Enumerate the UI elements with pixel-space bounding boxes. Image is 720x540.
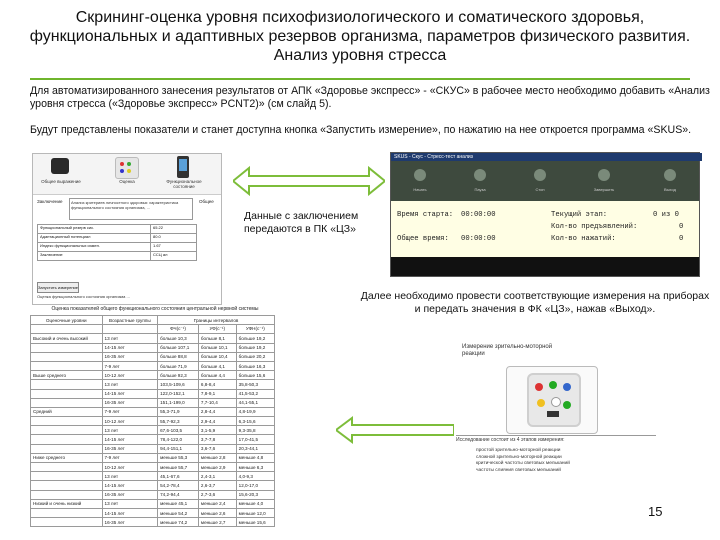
device-photo	[506, 366, 598, 434]
table-cell: Высокий и очень высокий	[31, 334, 103, 343]
table-cell: 16-35 лет	[102, 398, 158, 407]
paragraph-skus: Будут представлены показатели и станет доступна кнопка «Запустить измерение», по нажатию на нее откроется программа «SKUS».	[30, 124, 692, 136]
table-row	[31, 490, 275, 499]
start-time-label: Время старта:	[397, 211, 454, 219]
table-cell: больше 8,1	[198, 334, 236, 343]
table-cell: меньше 2,8	[198, 453, 236, 462]
left-arrow	[336, 416, 454, 444]
table-cell: меньше 15,6	[236, 518, 274, 527]
conclusion-field[interactable]: Анализ критериев личностного здоровья: характеристика функционального состояния организма, ...	[69, 198, 193, 220]
table-row	[31, 463, 275, 472]
table-cell: 7,7-10,4	[198, 398, 236, 407]
table-cell: больше 19,2	[236, 343, 274, 352]
table-subheader-row	[31, 325, 275, 334]
table-cell: больше 16,3	[236, 361, 274, 370]
device-body	[527, 373, 581, 427]
table-cell: 10-12 лет	[102, 371, 158, 380]
table-cell: меньше 55,7	[158, 463, 199, 472]
table-cell: меньше 4,8	[236, 453, 274, 462]
table-cell: больше 20,2	[236, 352, 274, 361]
table-cell: 14-15 лет	[102, 389, 158, 398]
table-cell: меньше 74,2	[158, 518, 199, 527]
table-row	[31, 407, 275, 416]
table-cell	[31, 389, 103, 398]
skus-toolbar	[391, 161, 699, 201]
step-item: частоты слияния световых мельканий	[476, 467, 561, 473]
table-cell: 6,8-8,4	[198, 380, 236, 389]
table-cell: 55,7-92,3	[158, 417, 199, 426]
table-cell	[31, 361, 103, 370]
table-cell: больше 19,2	[236, 334, 274, 343]
table-cell	[31, 490, 103, 499]
table-cell: 2,4-3,1	[198, 472, 236, 481]
table-cell: 13 лет	[102, 472, 158, 481]
indicator-row: Адаптационный потенциал 80.0	[37, 234, 197, 243]
table-subheader-cell	[102, 325, 158, 334]
table-cell: 67,6-103,5	[158, 426, 199, 435]
presses-label: Кол-во нажатий:	[551, 235, 616, 243]
table-row	[31, 499, 275, 508]
table-cell: 7-9 лет	[102, 453, 158, 462]
bottom-description: Оценка функционального состояния организма ...	[37, 294, 130, 299]
table-cell: Средний	[31, 407, 103, 416]
table-row	[31, 398, 275, 407]
title-divider	[30, 78, 690, 80]
table-cell: 54,2-78,4	[158, 481, 199, 490]
table-cell: больше 10,3	[158, 334, 199, 343]
start-time-value: 00:00:00	[461, 211, 496, 219]
tile-label-2: Оценка	[119, 179, 135, 184]
table-cell: 7-9 лет	[102, 407, 158, 416]
table-row	[31, 361, 275, 370]
table-cell: Ниже среднего	[31, 453, 103, 462]
table-cell: 13 лет	[102, 499, 158, 508]
tile-bar	[33, 154, 221, 195]
table-cell: 6,3-15,6	[236, 417, 274, 426]
table-cell	[31, 380, 103, 389]
table-row	[31, 371, 275, 380]
table-cell: меньше 2,7	[198, 518, 236, 527]
table-cell: меньше 12,0	[236, 508, 274, 517]
table-cell: 2,7-3,6	[198, 490, 236, 499]
table-cell: 14-15 лет	[102, 343, 158, 352]
table-subheader-cell	[31, 325, 103, 334]
table-cell: 35,8-50,3	[236, 380, 274, 389]
table-cell: меньше 45,1	[158, 499, 199, 508]
table-row	[31, 334, 275, 343]
table-cell: 3,7-7,8	[198, 435, 236, 444]
table-cell: 9,3-35,8	[236, 426, 274, 435]
panel-divider	[456, 435, 656, 436]
table-cell: 16-35 лет	[102, 444, 158, 453]
skus-window	[390, 152, 700, 277]
table-cell	[31, 398, 103, 407]
table-cell: Низкий и очень низкий	[31, 499, 103, 508]
toolbar-stop-button[interactable]: Стоп	[517, 165, 563, 197]
step-item: критической частоты световых мельканий	[476, 461, 570, 466]
table-subheader-cell: УФН(с⁻¹)	[236, 325, 274, 334]
presentations-value: 0	[679, 223, 684, 231]
page-number: 15	[648, 504, 663, 519]
table-cell	[31, 444, 103, 453]
toolbar-start-button[interactable]: Начать	[397, 165, 443, 197]
table-row	[31, 417, 275, 426]
table-cell: Выше среднего	[31, 371, 103, 380]
table-cell: 103,5-109,6	[158, 380, 199, 389]
table-cell: 13 лет	[102, 334, 158, 343]
table-cell: 10-12 лет	[102, 417, 158, 426]
table-cell: 3,1-5,9	[198, 426, 236, 435]
table-header-cell: Границы интервалов	[158, 316, 275, 325]
norms-table-block	[30, 306, 280, 534]
table-row	[31, 389, 275, 398]
step-item: сложной зрительно-моторной реакции	[476, 454, 562, 460]
start-measurement-button[interactable]: Запустить измерение	[37, 282, 79, 293]
table-cell: больше 107,1	[158, 343, 199, 352]
current-stage-label: Текущий этап:	[551, 211, 608, 219]
stop-icon	[534, 169, 546, 181]
table-cell: 16-35 лет	[102, 490, 158, 499]
table-cell: 2,8-4,4	[198, 407, 236, 416]
table-cell: 45,1-67,6	[158, 472, 199, 481]
double-arrow-shape	[233, 168, 385, 194]
table-cell: 17,0-41,5	[236, 435, 274, 444]
table-cell	[31, 463, 103, 472]
note-measure: Далее необходимо провести соответствующие измерения на приборах и передать значения в ФК «ЦЗ», нажав «Выход».	[360, 290, 710, 315]
step-item: простой зрительно-моторной реакции	[476, 448, 561, 453]
paragraph-intro: Для автоматизированного занесения результатов от АПК «Здоровье экспресс» - «СКУС» в рабочее место необходимо добавить «Анализ уровня стресса («Здоровье экспресс» PCNT2)» (см слайд 5).	[30, 85, 710, 110]
table-cell	[31, 426, 103, 435]
table-row	[31, 435, 275, 444]
table-cell: 16-35 лет	[102, 518, 158, 527]
total-time-value: 00:00:00	[461, 235, 496, 243]
table-row	[31, 352, 275, 361]
table-cell: 7,8-9,1	[198, 389, 236, 398]
table-cell: 151,1-199,0	[158, 398, 199, 407]
table-row	[31, 472, 275, 481]
table-cell: 44,1-55,1	[236, 398, 274, 407]
table-cell: больше 10,1	[198, 343, 236, 352]
table-cell: 14-15 лет	[102, 481, 158, 490]
table-row	[31, 444, 275, 453]
finish-icon	[598, 169, 610, 181]
phone-icon[interactable]	[177, 156, 189, 178]
table-cell: 13 лет	[102, 426, 158, 435]
table-row	[31, 426, 275, 435]
table-cell: 74,2-94,4	[158, 490, 199, 499]
presentations-label: Кол-во предъявлений:	[551, 223, 638, 231]
measurement-panel	[456, 338, 686, 498]
table-cell: меньше 55,3	[158, 453, 199, 462]
indicator-row: Заключение ССЦ ал	[37, 252, 197, 261]
table-row	[31, 343, 275, 352]
table-row	[31, 453, 275, 462]
table-cell	[31, 518, 103, 527]
table-row	[31, 481, 275, 490]
table-cell: 2,6-3,7	[198, 481, 236, 490]
table-subheader-cell: УФ(с⁻¹)	[198, 325, 236, 334]
table-header-row	[31, 316, 275, 325]
conclusion-label: Заключение	[37, 199, 63, 204]
panel-caption: Исследование состоит из 4 этапов измерения:	[456, 437, 565, 443]
table-cell	[31, 481, 103, 490]
table-cell	[31, 508, 103, 517]
tile-label-3: Функциональное состояние	[166, 179, 202, 189]
total-time-label: Общее время:	[397, 235, 449, 243]
table-cell: меньше 2,9	[198, 463, 236, 472]
table-cell: 20,3-44,1	[236, 444, 274, 453]
table-cell: больше 4,1	[198, 361, 236, 370]
table-cell	[31, 343, 103, 352]
table-cell	[31, 352, 103, 361]
table-row	[31, 508, 275, 517]
toolbar-finish-button[interactable]: Завершить	[581, 165, 627, 197]
pause-icon	[474, 169, 486, 181]
toolbar-exit-button[interactable]: Выход	[647, 165, 693, 197]
exit-icon	[664, 169, 676, 181]
norms-table	[30, 315, 275, 527]
table-cell: больше 4,4	[198, 371, 236, 380]
table-cell: 12,0-17,0	[236, 481, 274, 490]
left-arrow-shape	[336, 418, 454, 442]
table-cell: 2,9-4,4	[198, 417, 236, 426]
skus-status-panel	[391, 201, 699, 257]
table-cell: 55,3-71,9	[158, 407, 199, 416]
panel-steps	[476, 448, 666, 474]
right-label: Общее	[199, 199, 214, 204]
table-cell: 41,5-53,2	[236, 389, 274, 398]
table-cell	[31, 417, 103, 426]
table-cell: меньше 2,4	[198, 499, 236, 508]
skus-titlebar: SKUS - Скус - Стресс-тест анализ	[391, 153, 702, 161]
table-cell: больше 71,9	[158, 361, 199, 370]
table-cell: больше 92,3	[158, 371, 199, 380]
table-cell: меньше 2,6	[198, 508, 236, 517]
table-row	[31, 518, 275, 527]
table-cell: 94,4-151,1	[158, 444, 199, 453]
indicator-row: Индекс функциональных измен. 1.67	[37, 243, 197, 252]
table-header-cell: Возрастные группы	[102, 316, 158, 325]
table-cell: 13 лет	[102, 380, 158, 389]
indicator-row: Функциональный резерв сис. 65.22	[37, 224, 197, 234]
table-cell: 4,8-19,9	[236, 407, 274, 416]
table-cell: больше 10,4	[198, 352, 236, 361]
tile-label-1: Общее выражение	[41, 179, 81, 184]
table-cell	[31, 435, 103, 444]
table-subheader-cell: ФЧ(с⁻¹)	[158, 325, 199, 334]
current-stage-value: 0 из 0	[653, 211, 679, 219]
table-cell: 14-15 лет	[102, 435, 158, 444]
table-cell: 14-15 лет	[102, 508, 158, 517]
table-cell: 4,0-9,3	[236, 472, 274, 481]
table-cell: 15,6-20,3	[236, 490, 274, 499]
table-cell	[31, 472, 103, 481]
table-title: Оценка показателей общего функционального состояния центральной нервной системы	[51, 306, 259, 312]
puzzle-icon[interactable]	[115, 157, 139, 179]
table-cell: меньше 54,2	[158, 508, 199, 517]
start-icon	[414, 169, 426, 181]
table-cell: больше 88,8	[158, 352, 199, 361]
note-transfer: Данные с заключением передаются в ПК «ЦЗ»	[244, 210, 359, 235]
slide-title: Скрининг-оценка уровня психофизиологического и соматического здоровья, функциональных и адаптивных резервов организма, параметров физического развития. Анализ уровня стресса	[29, 9, 691, 64]
indicator-table	[37, 224, 197, 261]
table-cell: 122,0-152,1	[158, 389, 199, 398]
table-cell: 3,6-7,6	[198, 444, 236, 453]
table-cell: меньше 6,3	[236, 463, 274, 472]
bidirectional-arrow	[233, 166, 385, 196]
table-cell: больше 15,6	[236, 371, 274, 380]
workplace-screenshot	[32, 153, 222, 305]
table-cell: 78,4-122,0	[158, 435, 199, 444]
table-row	[31, 380, 275, 389]
table-cell: 16-35 лет	[102, 352, 158, 361]
presses-value: 0	[679, 235, 684, 243]
toolbar-pause-button[interactable]: Пауза	[457, 165, 503, 197]
table-cell: 10-12 лет	[102, 463, 158, 472]
panel-heading: Измерение зрительно-моторной реакции	[462, 344, 553, 357]
table-header-cell: Оценочные уровни	[31, 316, 103, 325]
device-icon[interactable]	[51, 158, 69, 174]
table-cell: меньше 4,0	[236, 499, 274, 508]
table-cell: 7-9 лет	[102, 361, 158, 370]
